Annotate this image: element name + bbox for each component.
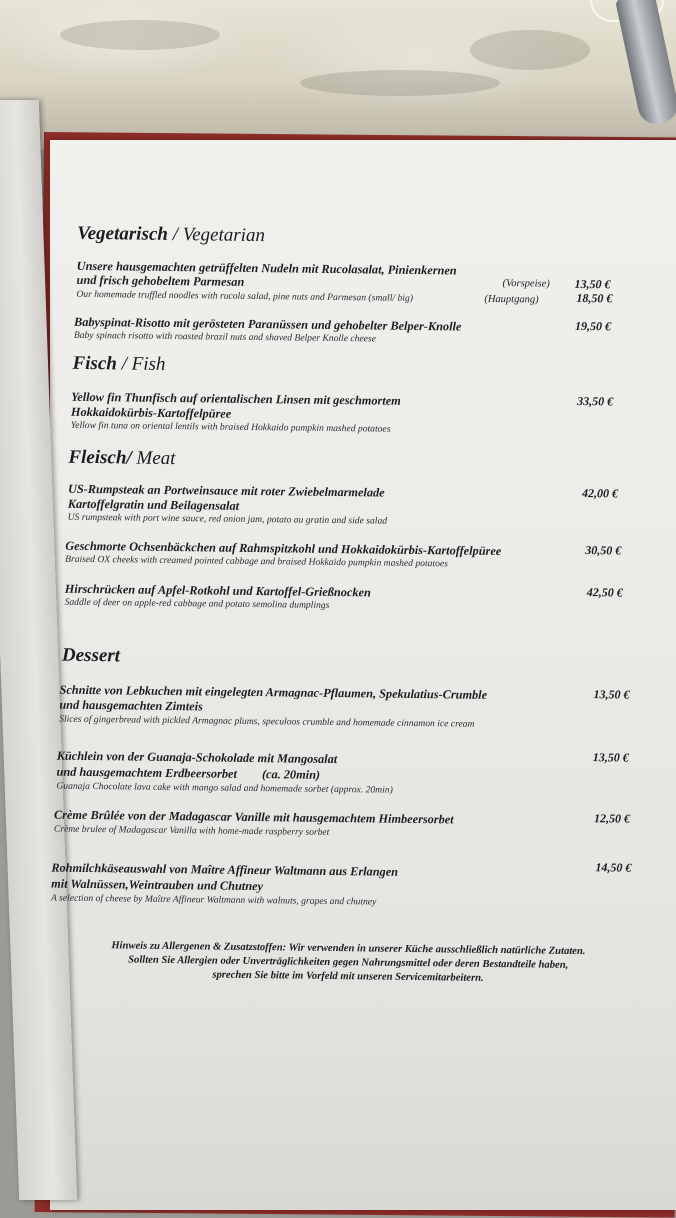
price: 33,50 € [577,393,614,409]
dish-name: und frisch gehobeltem Parmesan [76,272,245,289]
dish-description: A selection of cheese by Maître Affineur Waltmann with walnuts, grapes and chutney [50,892,377,908]
dish-description: Saddle of deer on apple-red cabbage and potato semolina dumplings [64,596,330,611]
dish-name: Rohmilchkäseauswahl von Maître Affineur Waltmann aus Erlangen [51,860,399,879]
price: 13,50 € [592,750,629,765]
dish-name: Hirschrücken auf Apfel-Rotkohl und Kartoffel-Grießnocken [64,581,371,600]
section-title-en: / Vegetarian [172,223,266,247]
dish-description: Yellow fin tuna on oriental lentils with braised Hokkaido pumpkin mashed potatoes [70,419,391,435]
allergen-notice-line: Hinweis zu Allergenen & Zusatzstoffen: Wir verwenden in unserer Küche ausschließlich natürliche Zutaten. [111,940,586,958]
dish-name: Küchlein von der Guanaja-Schokolade mit Mangosalat [56,748,338,767]
allergen-notice-line: sprechen Sie bitte im Vorfeld mit unseren Servicemitarbeitern. [212,969,484,984]
portion-tag: (Hauptgang) [484,293,539,306]
dish-name: Yellow fin Thunfisch auf orientalischen Linsen mit geschmortem [71,389,401,408]
price: 30,50 € [585,543,622,558]
price: 19,50 € [574,318,612,334]
dish-name [56,765,320,783]
section-fish [72,353,165,376]
dish-name: US-Rumpsteak an Portweinsauce mit roter Zwiebelmarmelade [67,481,385,500]
dish-description: Crème brulee of Madagascar Vanilla with home-made raspberry sorbet [53,823,330,838]
section-title-de: Dessert [61,644,121,667]
dish-name: Schnitte von Lebkuchen mit eingelegten Armagnac-Pflaumen, Spekulatius-Crumble [59,682,488,702]
dish-description: Braised OX cheeks with creamed pointed cabbage and braised Hokkaido pumpkin mashed potatoes [65,553,448,570]
section-title-de: Vegetarisch [77,222,169,245]
dish-name: und hausgemachten Zimteis [59,697,203,714]
dish-name: Unsere hausgemachten getrüffelten Nudeln mit Rucolasalat, Pinienkernen [76,258,457,278]
price: 18,50 € [576,290,613,306]
dish-name: mit Walnüssen,Weintrauben und Chutney [51,876,264,894]
price: 14,50 € [595,860,632,875]
allergen-notice-line: Sollten Sie Allergien oder Unverträglichkeiten gegen Nahrungsmittel oder deren Bestandteile haben, [128,954,569,971]
section-title-en: Meat [136,447,176,470]
portion-tag: (Vorspeise) [502,278,550,290]
dish-name-part: und hausgemachtem Erdbeersorbet [56,764,237,781]
section-title-en: / Fish [121,353,166,375]
dish-name: Babyspinat-Risotto mit gerösteten Paranüssen und gehobelter Belper-Knolle [73,314,462,334]
dish-name: Crème Brûlée von der Madagascar Vanille mit hausgemachtem Himbeersorbet [53,807,454,827]
dish-description: Slices of gingerbread with pickled Armagnac plums, speculoos crumble and homemade cinnamon ice cream [59,713,475,730]
dish-description: Guanaja Chocolate lava cake with mango salad and homemade sorbet (approx. 20min) [56,780,393,796]
price: 13,50 € [574,276,611,292]
dish-description: Baby spinach risotto with roasted brazil nuts and shaved Belper Knolle cheese [73,329,377,345]
dish-name: Hokkaidokürbis-Kartoffelpüree [70,404,232,421]
dish-description: Our homemade truffled noodles with rucola salad, pine nuts and Parmesan (small/ big) [76,288,414,304]
section-vegetarian [77,223,265,247]
dish-description: US rumpsteak with port wine sauce, red onion jam, potato au gratin and side salad [67,511,388,527]
dish-name: Geschmorte Ochsenbäckchen auf Rahmspitzkohl und Hokkaidokürbis-Kartoffelpüree [65,538,502,559]
section-title-de: Fleisch/ [68,446,132,469]
price: 12,50 € [593,811,631,826]
price: 42,00 € [581,486,619,501]
section-dessert [62,645,120,668]
section-title-de: Fisch [72,352,118,375]
dish-time-note: (ca. 20min) [261,767,321,782]
price: 42,50 € [586,585,623,600]
dish-name: Kartoffelgratin und Beilagensalat [67,496,240,513]
section-meat [68,447,175,470]
price: 13,50 € [593,687,630,702]
